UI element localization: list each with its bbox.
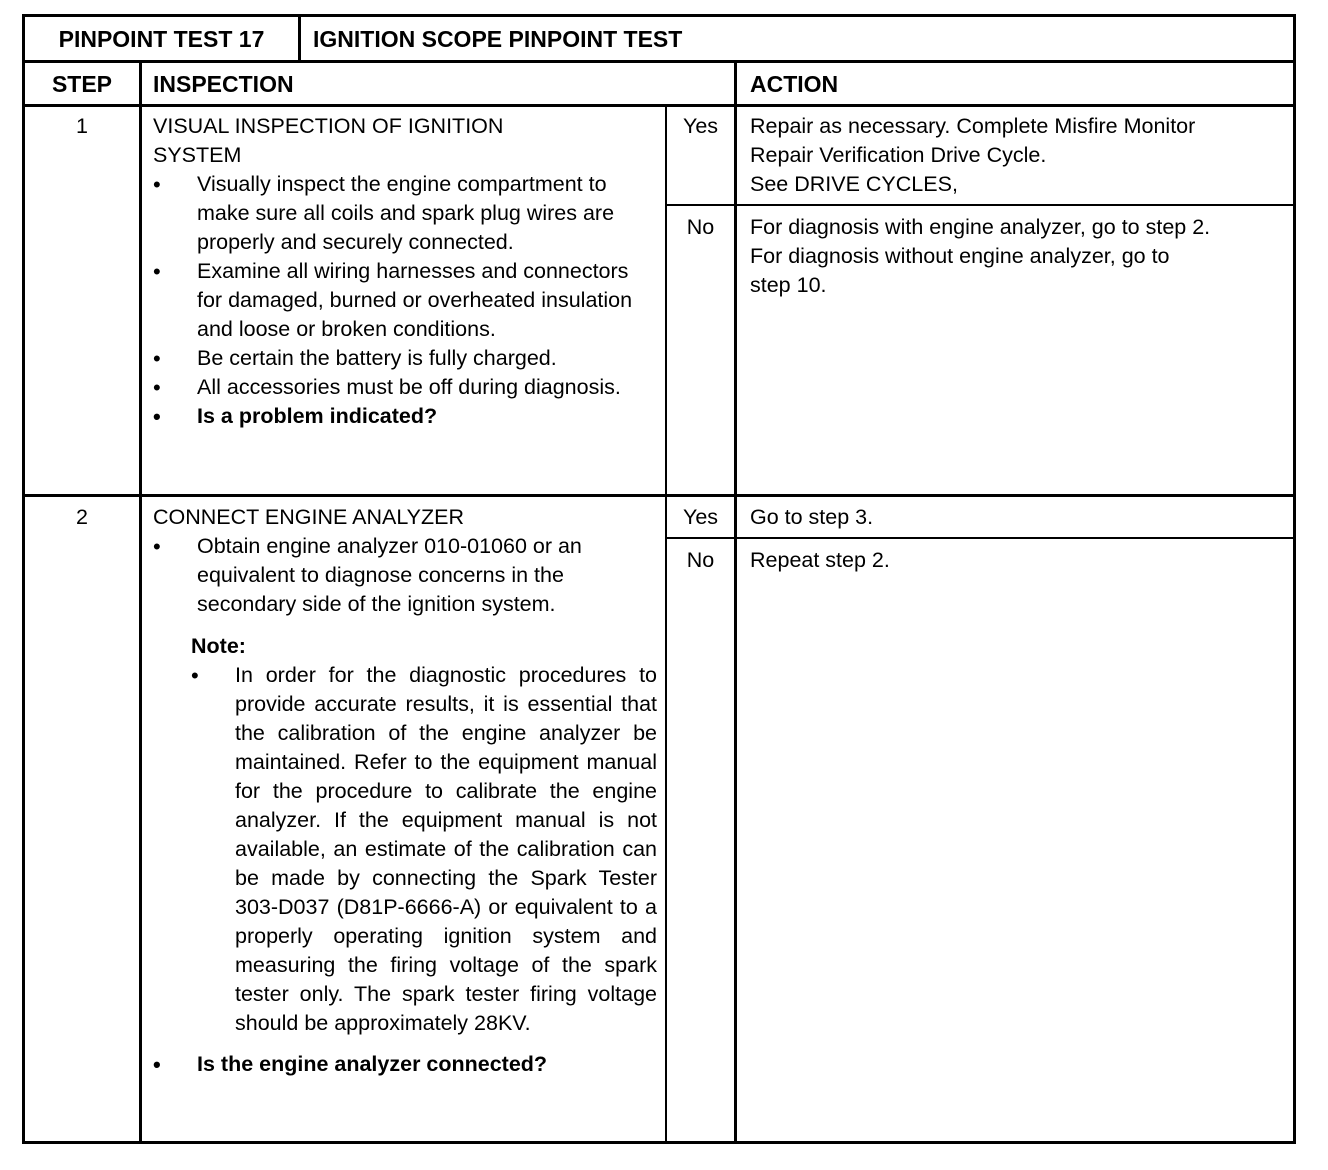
no-action [750, 213, 1290, 300]
step-number: 1 [76, 114, 88, 138]
pinpoint-test-table [22, 14, 1296, 1144]
divider [25, 494, 1293, 497]
column-header-inspection: INSPECTION [153, 71, 294, 97]
question: • Is the engine analyzer connected? [153, 1050, 657, 1079]
question: • Is a problem indicated? [153, 402, 657, 431]
divider [665, 537, 1293, 539]
no-action: Repeat step 2. [750, 548, 890, 572]
action-line: For diagnosis without engine analyzer, go to [750, 244, 1170, 268]
step-number: 2 [76, 505, 88, 529]
note-label: Note: [191, 634, 246, 658]
bullet-list [153, 170, 657, 431]
divider [25, 104, 1293, 107]
yes-action [750, 112, 1290, 199]
divider [139, 61, 142, 1141]
action-line: See DRIVE CYCLES, [750, 172, 958, 196]
divider [298, 17, 301, 61]
step-inspection [153, 112, 657, 431]
list-item: • Visually inspect the engine compartment to make sure all coils and spark plug wires are properly and securely connected. [153, 170, 657, 257]
column-header-action: ACTION [750, 71, 839, 97]
divider [734, 61, 737, 1141]
divider [665, 204, 1293, 206]
list-item: • Examine all wiring harnesses and connectors for damaged, burned or overheated insulation and loose or broken conditions. [153, 257, 657, 344]
action-line: Repair as necessary. Complete Misfire Monitor [750, 114, 1196, 138]
step-title: SYSTEM [153, 143, 242, 167]
note-text: • In order for the diagnostic procedures to provide accurate results, it is essential that the calibration of the engine analyzer be maintained. Refer to the equipment manual for the procedure to calibrate the engine analyzer. If the equipment manual is not available, an estimate of the calibration can be made by connecting the Spark Tester 303-D037 (D81P-6666-A) or equivalent to a properly operating ignition system and measuring the firing voltage of the spark tester only. The spark tester firing voltage should be approximately 28KV. [191, 661, 657, 1038]
action-line: Repair Verification Drive Cycle. [750, 143, 1047, 167]
column-header-step: STEP [51, 71, 113, 97]
step-inspection [153, 503, 657, 1079]
list-item: • Be certain the battery is fully charged. [153, 344, 657, 373]
step-title: CONNECT ENGINE ANALYZER [153, 505, 465, 529]
step-title: VISUAL INSPECTION OF IGNITION [153, 114, 504, 138]
list-item: • Obtain engine analyzer 010-01060 or an equivalent to diagnose concerns in the secondary side of the ignition system. [153, 532, 657, 619]
question-list [153, 1050, 657, 1079]
yes-action: Go to step 3. [750, 505, 874, 529]
no-label: No [686, 548, 715, 572]
yes-label: Yes [682, 114, 719, 138]
yes-label: Yes [682, 505, 719, 529]
bullet-list [153, 532, 657, 619]
action-line: step 10. [750, 273, 827, 297]
test-title: IGNITION SCOPE PINPOINT TEST [313, 26, 683, 52]
test-id: PINPOINT TEST 17 [58, 26, 265, 52]
divider [665, 106, 667, 1141]
divider [25, 60, 1293, 63]
no-label: No [686, 215, 715, 239]
note-list [191, 661, 657, 1038]
list-item: • All accessories must be off during diagnosis. [153, 373, 657, 402]
action-line: For diagnosis with engine analyzer, go to step 2. [750, 215, 1211, 239]
